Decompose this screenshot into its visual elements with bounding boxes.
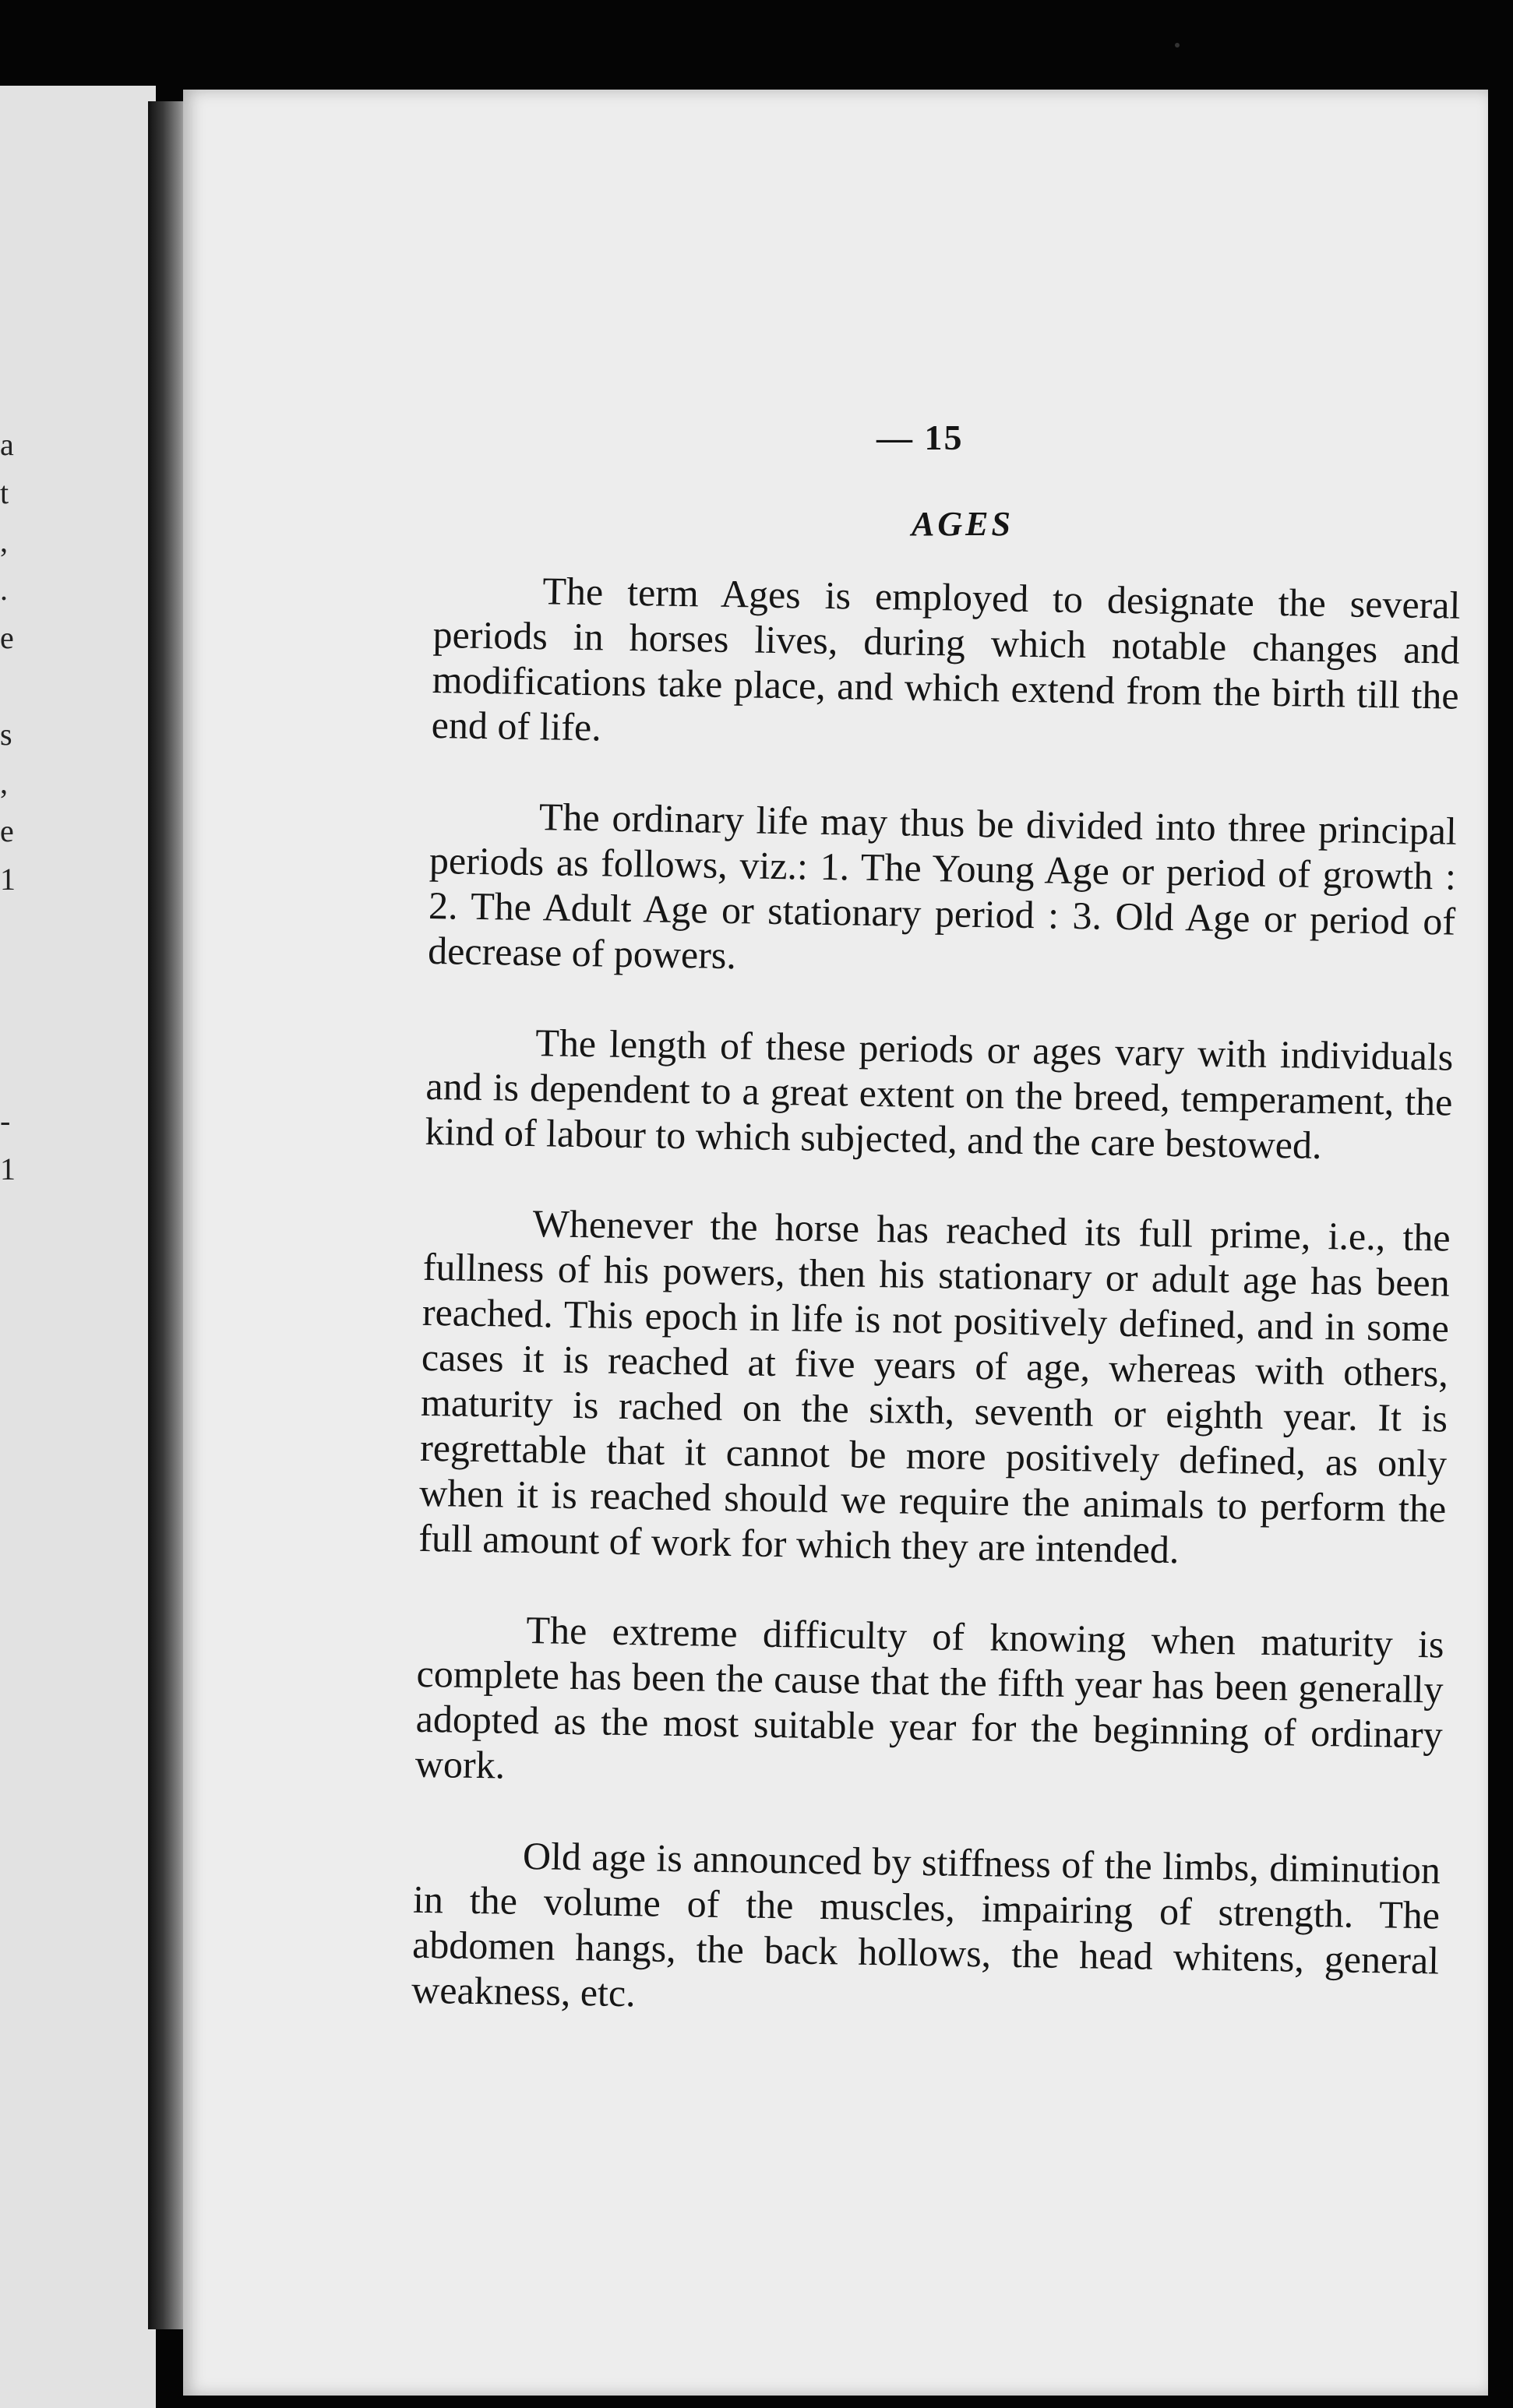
paragraph: The ordinary life may thus be divided into three principal periods as follows, viz.: 1. The Young Age or period of growth : 2. The Adult Age or stationary period : 3. Old Age or period of decrease of powers. bbox=[427, 795, 1458, 978]
facing-fragment bbox=[0, 1049, 31, 1097]
paragraph: The term Ages is employed to designate the several periods in horses lives, during which notable changes and modifications take place, and which extend from the birth till the end of life. bbox=[431, 569, 1461, 749]
facing-fragment: t bbox=[0, 475, 9, 510]
facing-fragment: 1 bbox=[0, 862, 16, 897]
facing-fragment: e bbox=[0, 620, 14, 655]
facing-fragment bbox=[0, 952, 31, 1000]
facing-fragment: - bbox=[0, 1103, 11, 1138]
paragraph: Whenever the horse has reached its full prime, i.e., the fullness of his powers, then his stationary or adult age has been reached. This epoch in life is not positively defined, and in some cases it is reached at five years of age, whereas with others, maturity is rached on the sixth, seventh or eighth year. It is regrettable that it cannot be more positively defined, as only when it is reached should we require the animals to perform the full amount of work for which they are intended. bbox=[418, 1201, 1451, 1572]
paragraph: Old age is announced by stiffness of the limbs, diminution in the volume of the muscles, impairing of strength. The abdomen hangs, the back hollows, the head whitens, general weakness, etc. bbox=[411, 1833, 1441, 2015]
page-number: — 15 bbox=[876, 418, 964, 457]
book-page bbox=[183, 90, 1488, 2396]
paragraph: The extreme difficulty of knowing when maturity is complete has been the cause that the fifth year has been generally adopted as the most suitable year for the beginning of ordinary work. bbox=[414, 1608, 1444, 1787]
body-text bbox=[411, 566, 1461, 2073]
facing-page-text-fragments bbox=[0, 421, 31, 1193]
facing-fragment: , bbox=[0, 765, 8, 800]
scan-speck bbox=[1175, 43, 1180, 48]
facing-fragment bbox=[0, 662, 31, 710]
facing-fragment: , bbox=[0, 524, 8, 559]
facing-fragment: a bbox=[0, 427, 14, 462]
facing-fragment bbox=[0, 904, 31, 952]
facing-fragment: 1 bbox=[0, 1151, 16, 1186]
section-heading: AGES bbox=[912, 505, 1014, 543]
facing-fragment: . bbox=[0, 572, 8, 607]
paragraph: The length of these periods or ages vary with individuals and is dependent to a great extent on the breed, temperament, the kind of labour to which subjected, and the care bestowed. bbox=[425, 1021, 1454, 1167]
facing-fragment: s bbox=[0, 717, 12, 752]
facing-fragment bbox=[0, 1000, 31, 1049]
facing-fragment: e bbox=[0, 813, 14, 848]
